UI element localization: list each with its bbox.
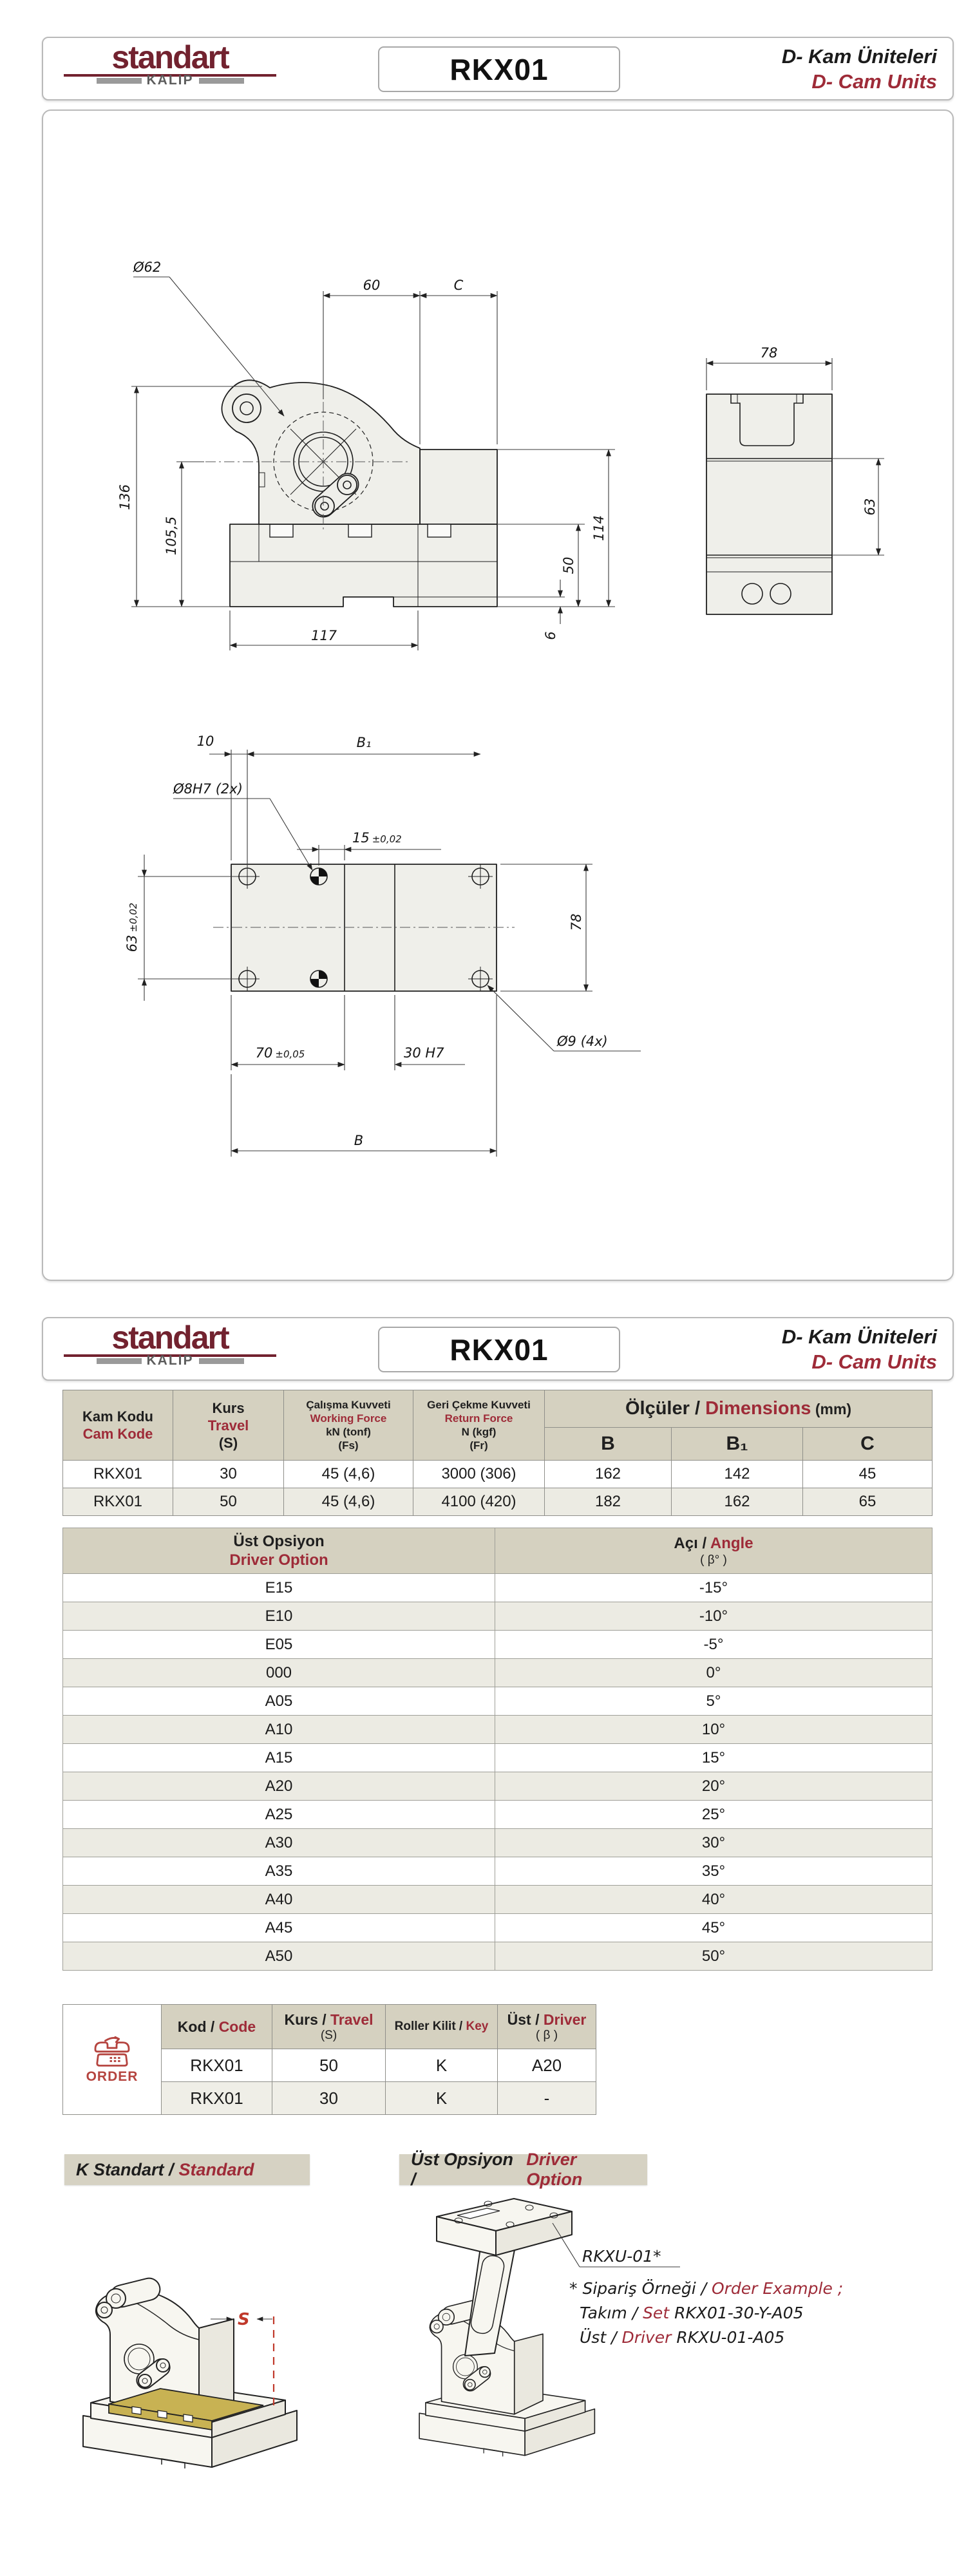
plan-view — [124, 734, 641, 1157]
page-title — [782, 1324, 937, 1374]
logo-bar-left — [97, 1358, 142, 1364]
table-row — [63, 1716, 933, 1744]
table-cell: A20 — [63, 1772, 495, 1801]
table-row — [63, 1744, 933, 1772]
table-row — [63, 1488, 933, 1516]
table-cell: E15 — [63, 1574, 495, 1602]
table-cell: K — [386, 2082, 498, 2115]
table-cell: 182 — [545, 1488, 672, 1516]
table-row — [63, 1461, 933, 1488]
table-cell: A35 — [63, 1857, 495, 1886]
table-row — [63, 1602, 933, 1631]
dim-label: 6 — [543, 631, 558, 640]
col-header-key: Roller Kilit / Key — [386, 2005, 498, 2049]
col-header-c: C — [803, 1428, 933, 1461]
table-cell: 162 — [672, 1488, 803, 1516]
table-cell: 50 — [272, 2049, 386, 2082]
order-example-line1: * Sipariş Örneği / Order Example ; — [569, 2279, 844, 2298]
brand-name: standart — [64, 1321, 276, 1357]
table-row — [63, 1574, 933, 1602]
header-bar — [42, 37, 954, 100]
dim-label: B₁ — [356, 735, 372, 750]
table-cell: A50 — [63, 1942, 495, 1971]
dim-label: Ø8H7 (2x) — [173, 781, 243, 797]
dim-label: 60 — [363, 278, 381, 293]
table-cell: 000 — [63, 1659, 495, 1687]
col-header-code: Kod / Code — [162, 2005, 272, 2049]
brand-subname: KALIP — [146, 1353, 194, 1368]
table-cell: 162 — [545, 1461, 672, 1488]
table-row — [63, 1659, 933, 1687]
table-cell: 45 (4,6) — [284, 1488, 413, 1516]
col-header-cam-code: Kam Kodu Cam Kode — [63, 1390, 173, 1461]
table-cell: RKX01 — [63, 1488, 173, 1516]
dim-label: 78 — [569, 913, 584, 931]
table-cell: 3000 (306) — [413, 1461, 545, 1488]
dim-label: 30 H7 — [404, 1045, 444, 1061]
order-table — [62, 2004, 596, 2115]
table-cell: 65 — [803, 1488, 933, 1516]
table-cell: A25 — [63, 1801, 495, 1829]
page-title-tr: D- Kam Üniteleri — [781, 45, 937, 68]
page-title — [782, 44, 937, 94]
brand-logo — [64, 1321, 276, 1368]
page-title-en: D- Cam Units — [811, 70, 937, 93]
dim-label: 136 — [117, 484, 133, 511]
table-cell: A05 — [63, 1687, 495, 1716]
order-example-line3: Üst / Driver RKXU-01-A05 — [580, 2328, 785, 2347]
table-cell: 10° — [495, 1716, 933, 1744]
driver-option-table — [62, 1528, 933, 1971]
table-cell: - — [498, 2082, 596, 2115]
col-header-b: B — [545, 1428, 672, 1461]
table-cell: -5° — [495, 1631, 933, 1659]
table-cell: 45° — [495, 1914, 933, 1942]
side-view — [706, 345, 884, 614]
dim-label: Ø62 — [133, 260, 162, 275]
col-header-travel: Kurs / Travel (S) — [272, 2005, 386, 2049]
legend-standard: K Standart / Standard — [64, 2154, 310, 2185]
logo-bar-left — [97, 78, 142, 84]
table-cell: 20° — [495, 1772, 933, 1801]
table-cell: RKX01 — [162, 2049, 272, 2082]
table-row — [63, 1801, 933, 1829]
dim-label: 15 ±0,02 — [352, 830, 402, 846]
model-code: RKX01 — [450, 52, 549, 86]
table-row — [63, 1631, 933, 1659]
table-cell: A30 — [63, 1829, 495, 1857]
table-cell: 142 — [672, 1461, 803, 1488]
col-header-dimensions: Ölçüler / Dimensions (mm) — [545, 1390, 933, 1428]
col-header-b1: B₁ — [672, 1428, 803, 1461]
standard-unit-3d-view — [68, 2257, 309, 2476]
table-row — [63, 1857, 933, 1886]
dim-label: 78 — [760, 345, 778, 361]
table-row — [63, 1942, 933, 1971]
dim-label: 10 — [196, 734, 214, 749]
brand-subname: KALIP — [146, 73, 194, 88]
table-row — [63, 1914, 933, 1942]
table-cell: A10 — [63, 1716, 495, 1744]
table-row — [63, 1886, 933, 1914]
table-cell: 15° — [495, 1744, 933, 1772]
technical-drawing — [43, 111, 952, 1280]
page-title-tr: D- Kam Üniteleri — [781, 1325, 937, 1348]
dim-label: 105,5 — [164, 516, 179, 556]
dim-label: 50 — [561, 556, 576, 574]
dim-label: Ø9 (4x) — [557, 1034, 608, 1049]
table-cell: 30 — [173, 1461, 284, 1488]
driver-part-code: RKXU-01* — [582, 2247, 661, 2266]
table-cell: 25° — [495, 1801, 933, 1829]
col-header-working-force: Çalışma Kuvveti Working Force kN (tonf) (Fs) — [284, 1390, 413, 1461]
brand-name: standart — [64, 41, 276, 77]
table-cell: -15° — [495, 1574, 933, 1602]
order-icon-label: ORDER — [86, 2069, 138, 2084]
order-example-note — [553, 2223, 843, 2347]
table-row — [63, 1829, 933, 1857]
col-header-angle: Açı / Angle ( β° ) — [495, 1528, 933, 1574]
dim-label: 70 ±0,05 — [255, 1045, 305, 1061]
table-cell: 0° — [495, 1659, 933, 1687]
legend-driver-option: Üst Opsiyon / Driver Option — [399, 2154, 647, 2185]
header-bar-2 — [42, 1317, 954, 1381]
page-title-en: D- Cam Units — [811, 1350, 937, 1373]
table-cell: 30° — [495, 1829, 933, 1857]
table-cell: 35° — [495, 1857, 933, 1886]
table-cell: A20 — [498, 2049, 596, 2082]
table-cell: E05 — [63, 1631, 495, 1659]
s-label: S — [238, 2310, 250, 2329]
model-code-box — [378, 1327, 620, 1372]
logo-bar-right — [199, 78, 244, 84]
dim-label: B — [354, 1133, 364, 1148]
table-cell: 30 — [272, 2082, 386, 2115]
front-view — [117, 260, 615, 650]
order-icon-cell — [63, 2005, 162, 2115]
col-header-return-force: Geri Çekme Kuvveti Return Force N (kgf) (Fr) — [413, 1390, 545, 1461]
dim-label: 63 — [862, 498, 878, 516]
order-fax-icon — [91, 2034, 133, 2068]
table-cell: RKX01 — [162, 2082, 272, 2115]
col-header-travel: Kurs Travel (S) — [173, 1390, 284, 1461]
table-cell: 50 — [173, 1488, 284, 1516]
dim-label: 63±0,02 — [124, 902, 140, 952]
table-cell: E10 — [63, 1602, 495, 1631]
logo-bar-right — [199, 1358, 244, 1364]
table-cell: 4100 (420) — [413, 1488, 545, 1516]
model-code-box — [378, 46, 620, 92]
order-example-line2: Takım / Set RKX01-30-Y-A05 — [580, 2304, 804, 2322]
table-cell: K — [386, 2049, 498, 2082]
dim-label: C — [453, 278, 464, 293]
table-row — [63, 1772, 933, 1801]
dim-label: 114 — [591, 515, 607, 542]
table-cell: 45 (4,6) — [284, 1461, 413, 1488]
col-header-driver: Üst / Driver ( β ) — [498, 2005, 596, 2049]
spec-table — [62, 1390, 933, 1516]
table-cell: 50° — [495, 1942, 933, 1971]
table-cell: -10° — [495, 1602, 933, 1631]
driver-block — [437, 2199, 572, 2255]
driver-option-3d-view — [398, 2191, 849, 2468]
table-cell: 5° — [495, 1687, 933, 1716]
table-cell: 40° — [495, 1886, 933, 1914]
brand-logo — [64, 41, 276, 88]
table-cell: A15 — [63, 1744, 495, 1772]
table-cell: 45 — [803, 1461, 933, 1488]
table-row — [63, 1687, 933, 1716]
dim-label: 117 — [310, 628, 337, 643]
model-code: RKX01 — [450, 1332, 549, 1367]
table-cell: RKX01 — [63, 1461, 173, 1488]
technical-drawing-panel — [42, 109, 954, 1281]
table-cell: A40 — [63, 1886, 495, 1914]
col-header-driver-option: Üst Opsiyon Driver Option — [63, 1528, 495, 1574]
table-cell: A45 — [63, 1914, 495, 1942]
